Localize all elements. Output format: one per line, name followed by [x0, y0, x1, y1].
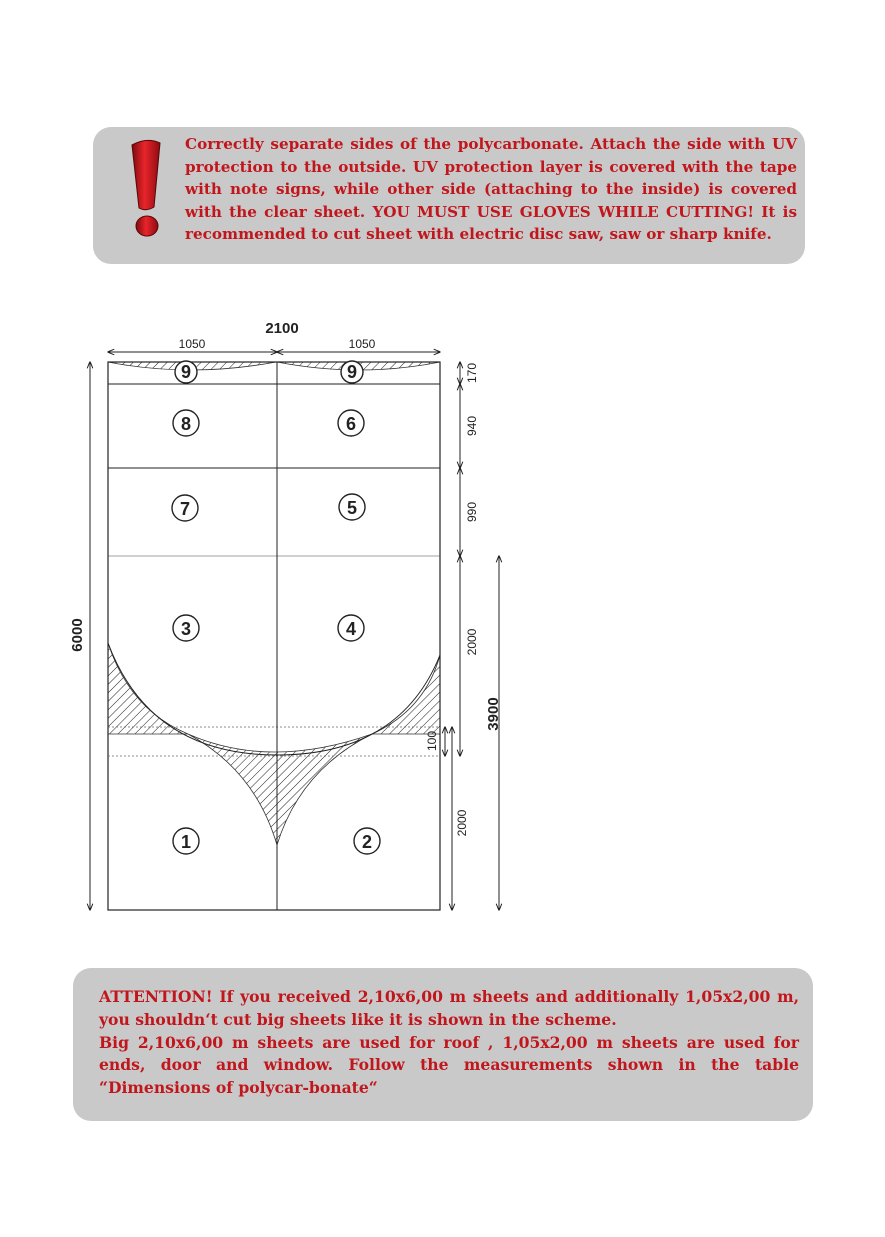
piece-number: 7 — [179, 499, 191, 519]
segment-label: 2000 — [465, 628, 479, 656]
exclamation-icon — [127, 137, 167, 249]
piece-number: 4 — [345, 619, 357, 639]
piece-number: 1 — [180, 832, 192, 852]
right-span-label: 3900 — [485, 697, 502, 731]
offcut-right-arc — [372, 655, 440, 734]
segment-label: 170 — [465, 362, 479, 384]
piece-number: 8 — [180, 414, 192, 434]
attention-line-2: Big 2,10x6,00 m sheets are used for roof , 1,05x2,00 m sheets are used for ends, door and window. Follow the measurements shown in the table “Dimensions of polycar-bonate“ — [99, 1032, 799, 1098]
offcut-bottom-center — [188, 734, 372, 845]
half-width-left-label: 1050 — [178, 337, 206, 351]
warning-box — [93, 127, 805, 264]
half-width-right-label: 1050 — [348, 337, 376, 351]
piece-number: 5 — [346, 498, 358, 518]
piece-number: 9 — [346, 362, 358, 382]
offcut-left-arc — [108, 643, 188, 734]
segment-label: 990 — [465, 501, 479, 523]
piece-number: 6 — [345, 414, 357, 434]
segment-label: 100 — [425, 730, 439, 752]
total-width-label: 2100 — [265, 320, 299, 337]
arc-outline — [108, 643, 440, 755]
segment-label: 2000 — [455, 809, 469, 837]
piece-number: 3 — [180, 619, 192, 639]
piece-number: 9 — [180, 362, 192, 382]
cutting-scheme — [0, 300, 885, 940]
attention-box — [73, 968, 813, 1121]
total-height-label: 6000 — [69, 618, 86, 652]
segment-label: 940 — [465, 415, 479, 437]
attention-text — [99, 986, 799, 1100]
warning-text: Correctly separate sides of the polycarbonate. Attach the side with UV protection to the outside. UV protection layer is covered with the tape with note signs, while other side (attaching to the inside) is covered with the clear sheet. YOU MUST USE GLOVES WHILE CUTTING! It is recommended to cut sheet with electric disc saw, saw or sharp knife. — [185, 135, 797, 244]
attention-line-1: ATTENTION! If you received 2,10x6,00 m sheets and additionally 1,05x2,00 m, you shouldn‘t cut big sheets like it is shown in the scheme. — [99, 987, 799, 1029]
piece-number: 2 — [361, 832, 373, 852]
